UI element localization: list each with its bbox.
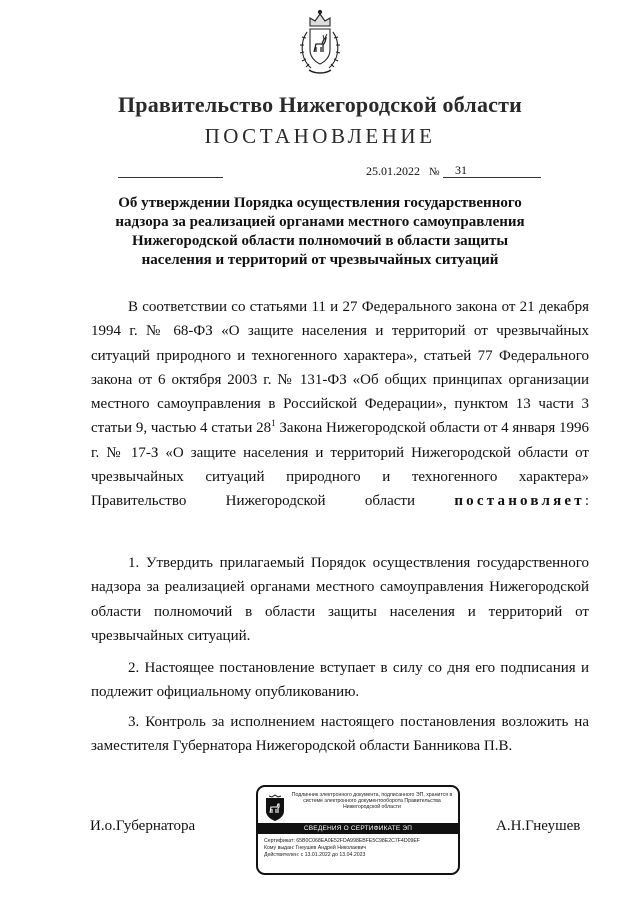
article-superscript: 1 bbox=[271, 418, 276, 429]
clause-2: 2. Настоящее постановление вступает в силу со дня его подписания и подлежит официальному опубликованию. bbox=[91, 660, 589, 701]
e-signature-notice: Подлинник электронного документа, подписанного ЭП, хранится в системе электронного документооборота Правительства Нижегородской области bbox=[291, 792, 453, 811]
region-emblem-icon bbox=[264, 794, 286, 822]
certificate-owner: Кому выдан: Гнеушев Андрей Николаевич bbox=[264, 845, 367, 851]
document-title: Об утверждении Порядка осуществления государственного надзора за реализацией органами местного самоуправления Нижегородской области полномочий в области защиты населения и территорий от чрезвычайных ситуаций bbox=[115, 195, 525, 268]
document-date: 25.01.2022 bbox=[366, 164, 420, 178]
coat-of-arms-icon bbox=[297, 8, 343, 78]
clause-1: 1. Утвердить прилагаемый Порядок осуществления государственного надзора за реализацией органами местного самоуправления Нижегородской области полномочий в области защиты населения и территорий от чрезвычайных ситуаций. bbox=[91, 555, 589, 644]
e-signature-stamp bbox=[256, 785, 460, 875]
number-label: № bbox=[429, 166, 440, 178]
blank-line bbox=[118, 177, 223, 178]
document-type: ПОСТАНОВЛЕНИЕ bbox=[204, 124, 436, 148]
certificate-header: СВЕДЕНИЯ О СЕРТИФИКАТЕ ЭП bbox=[258, 823, 458, 834]
document-number: 31 bbox=[443, 164, 541, 178]
decree-word: постановляет bbox=[454, 493, 585, 510]
signatory-name: А.Н.Гнеушев bbox=[496, 818, 581, 834]
certificate-validity: Действителен: с 13.01.2022 до 13.04.2023 bbox=[264, 852, 366, 858]
certificate-serial: Сертификат: 65B0C068EA0E52FDA998EBFE5C98E2C7F4D09EF bbox=[264, 838, 420, 844]
signatory-position: И.о.Губернатора bbox=[90, 818, 196, 834]
organization-name: Правительство Нижегородской области bbox=[117, 92, 522, 117]
clause-3: 3. Контроль за исполнением настоящего постановления возложить на заместителя Губернатора Нижегородской области Банникова П.В. bbox=[91, 714, 589, 755]
decree-colon: : bbox=[584, 493, 589, 510]
preamble-text-b: Закона Нижегородской области от 4 января 1996 г. № 17-З «О защите населения и территорий Нижегородской области от чрезвычайных ситуаций природного и техногенного характера» Правительство Нижегородской области bbox=[91, 420, 590, 510]
preamble-paragraph bbox=[91, 295, 589, 514]
preamble-text-a: В соответствии со статьями 11 и 27 Федерального закона от 21 декабря 1994 г. № 68-ФЗ «О защите населения и территорий от чрезвычайных ситуаций природного и техногенного характера», статьей 77 Федерального закона от 6 октября 2003 г. № 131-ФЗ «Об общих принципах организации местного самоуправления в Российской Федерации», пунктом 13 части 3 статьи 9, частью 4 статьи 28 bbox=[91, 299, 589, 437]
